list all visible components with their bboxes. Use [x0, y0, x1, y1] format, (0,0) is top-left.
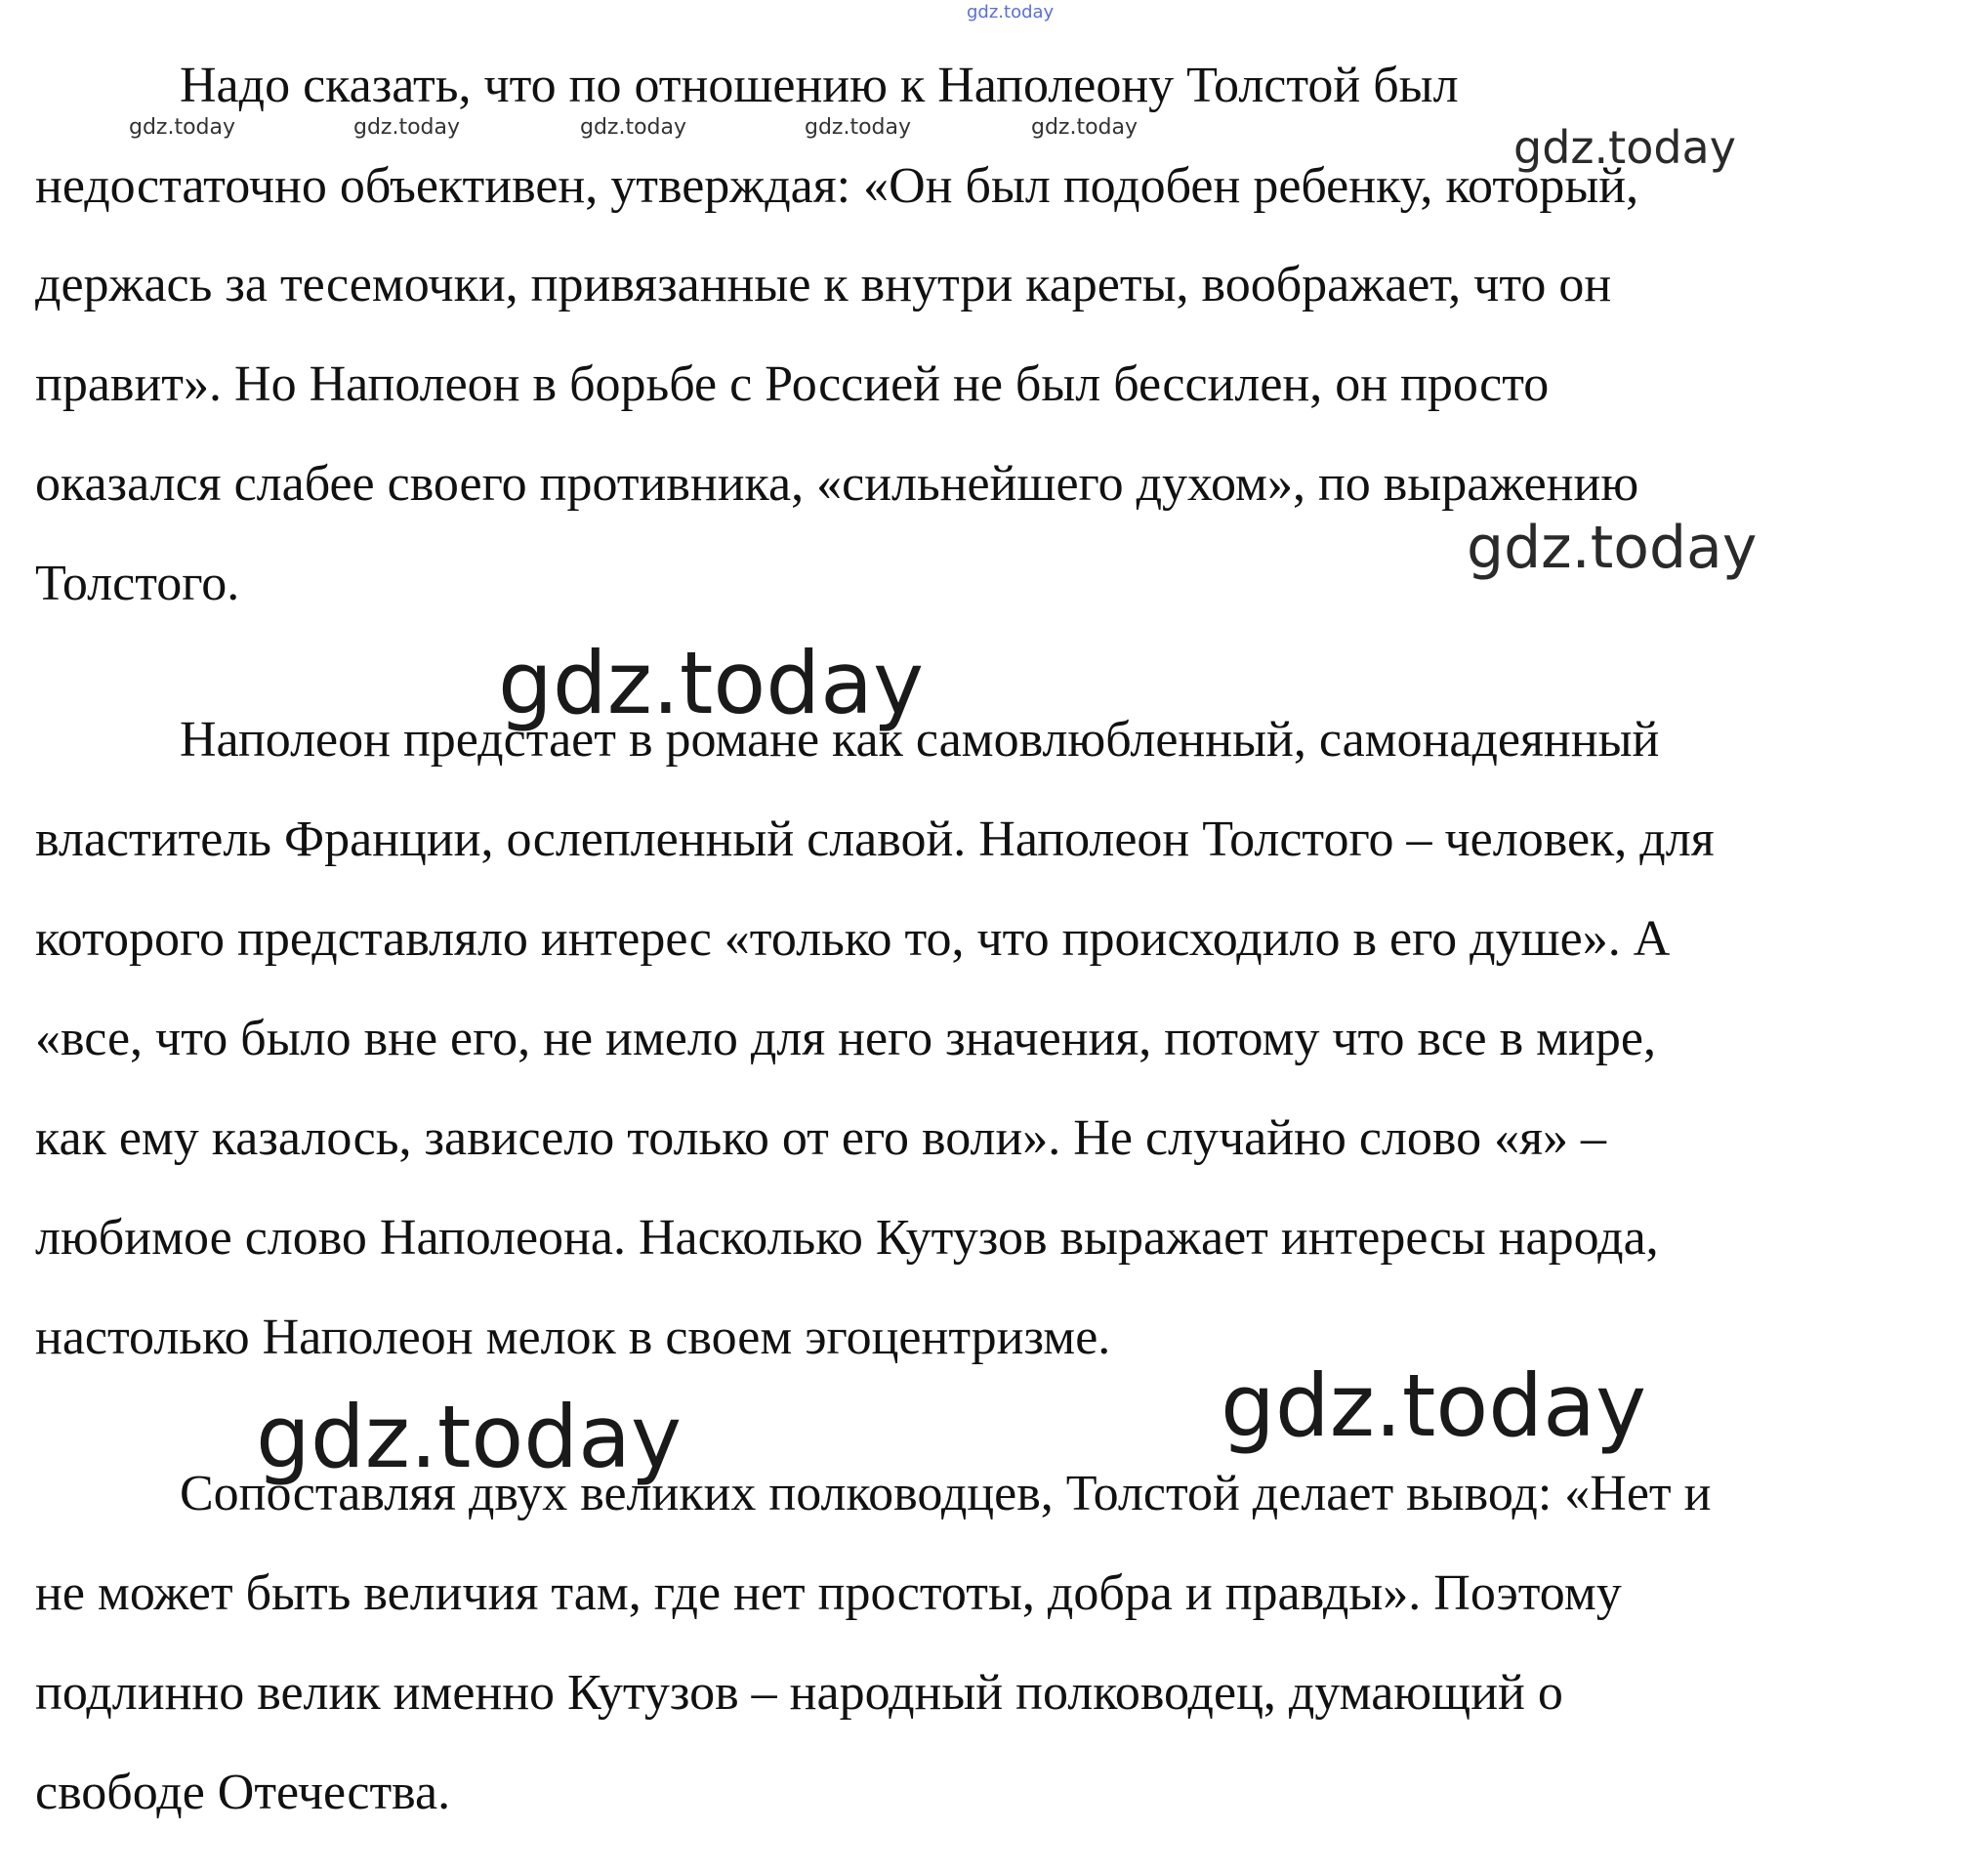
paragraph-line: властитель Франции, ослепленный славой. Наполеон Толстого – человек, для	[35, 812, 1715, 867]
paragraph-line: держась за тесемочки, привязанные к внутри кареты, воображает, что он	[35, 257, 1612, 312]
watermark-small-4: gdz.today	[805, 115, 912, 140]
paragraph-line: оказался слабее своего противника, «сильнейшего духом», по выражению	[35, 456, 1639, 512]
paragraph-line: Толстого.	[35, 556, 240, 611]
paragraph-line: «все, что было вне его, не имело для него значения, потому что все в мире,	[35, 1011, 1656, 1066]
watermark-large-2: gdz.today	[1221, 1355, 1647, 1456]
watermark-large-3: gdz.today	[256, 1387, 683, 1487]
paragraph-line: не может быть величия там, где нет простоты, добра и правды». Поэтому	[35, 1565, 1622, 1621]
watermark-small-1: gdz.today	[129, 115, 236, 140]
watermark-small-5: gdz.today	[1031, 115, 1139, 140]
paragraph-line: Сопоставляя двух великих полководцев, Толстой делает вывод: «Нет и	[180, 1466, 1712, 1521]
watermark-small-2: gdz.today	[353, 115, 461, 140]
paragraph-line: как ему казалось, зависело только от его воли». Не случайно слово «я» –	[35, 1110, 1607, 1166]
paragraph-line: любимое слово Наполеона. Насколько Кутузов выражает интересы народа,	[35, 1210, 1659, 1266]
paragraph-line: недостаточно объективен, утверждая: «Он был подобен ребенку, который,	[35, 158, 1639, 214]
watermark-top: gdz.today	[967, 2, 1055, 22]
watermark-large-1: gdz.today	[498, 633, 925, 733]
paragraph-line: подлинно велик именно Кутузов – народный полководец, думающий о	[35, 1665, 1563, 1721]
paragraph-line: свободе Отечества.	[35, 1765, 451, 1820]
watermark-small-3: gdz.today	[580, 115, 687, 140]
paragraph-line: которого представляло интерес «только то, что происходило в его душе». А	[35, 911, 1671, 967]
paragraph-line: правит». Но Наполеон в борьбе с Россией не был бессилен, он просто	[35, 356, 1550, 412]
paragraph-line: Надо сказать, что по отношению к Наполеону Толстой был	[180, 58, 1459, 113]
watermark-medium-2: gdz.today	[1467, 514, 1758, 582]
paragraph-line: Наполеон предстает в романе как самовлюбленный, самонадеянный	[180, 712, 1660, 768]
watermark-medium-1: gdz.today	[1513, 121, 1736, 174]
paragraph-line: настолько Наполеон мелок в своем эгоцентризме.	[35, 1310, 1111, 1365]
